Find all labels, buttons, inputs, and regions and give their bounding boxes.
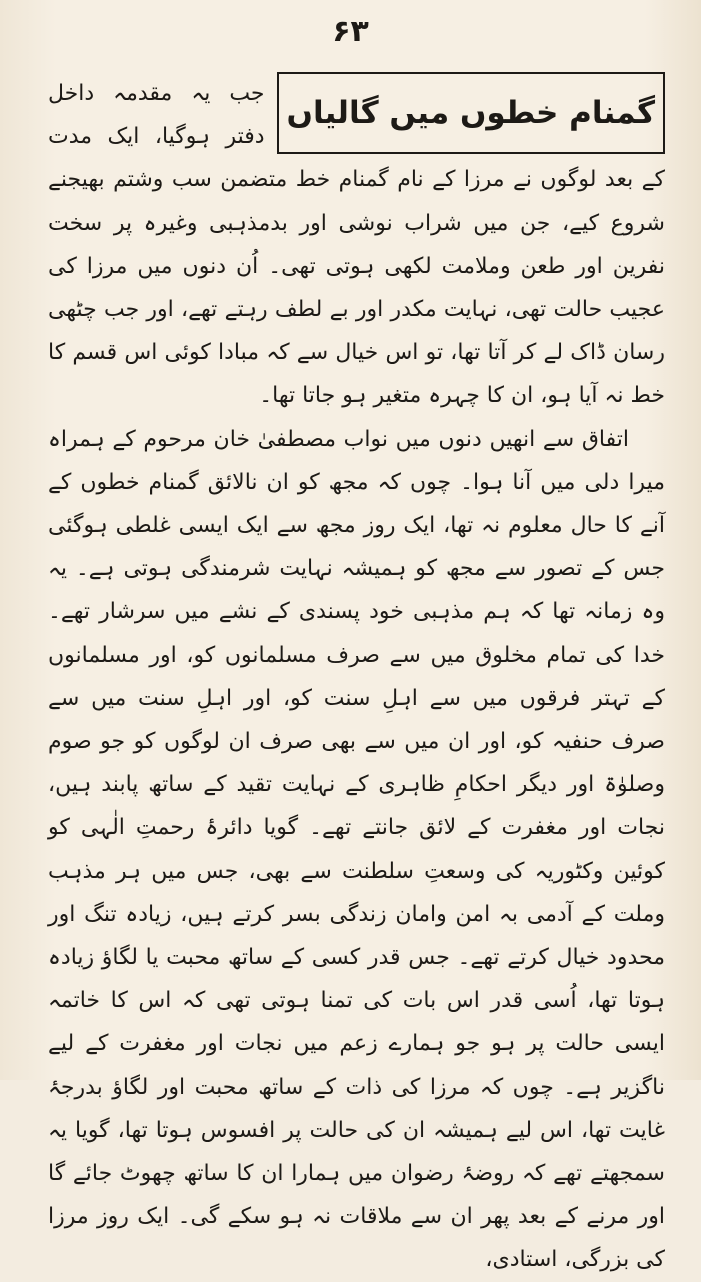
paragraph-2 [48, 418, 665, 1282]
paragraph-1-text: جب یہ مقدمہ داخل دفتر ہوگیا، ایک مدت کے بعد لوگوں نے مرزا کے نام گمنام خط متضمن سب وشتم بھیجنے شروع کیے، جن میں شراب نوشی اور بدمذہبی وغیرہ پر سخت نفرین اور طعن وملامت لکھی ہوتی تھی۔ اُن دنوں میں مرزا کی عجیب حالت تھی، نہایت مکدر اور بے لطف رہتے تھے، اور جب چٹھی رسان ڈاک لے کر آتا تھا، تو اس خیال سے کہ مبادا کوئی اس قسم کا خط نہ آیا ہو، ان کا چہرہ متغیر ہو جاتا تھا۔ [48, 81, 665, 409]
paragraph-1 [48, 72, 665, 418]
paragraph-2-text: اتفاق سے انھیں دنوں میں نواب مصطفیٰ خان مرحوم کے ہمراہ میرا دلی میں آنا ہوا۔ چوں کہ مجھ کو ان نالائق گمنام خطوں کے آنے کا حال معلوم نہ تھا، ایک روز مجھ سے ایک ایسی غلطی ہوگئی جس کے تصور سے مجھ کو ہمیشہ نہایت شرمندگی ہوتی ہے۔ یہ وہ زمانہ تھا کہ ہم مذہبی خود پسندی کے نشے میں سرشار تھے۔ خدا کی تمام مخلوق میں سے صرف مسلمانوں کو، اور مسلمانوں کے تہتر فرقوں میں سے اہلِ سنت کو، اور اہلِ سنت میں سے صرف حنفیہ کو، اور ان میں سے بھی صرف ان لوگوں کو جو صوم وصلوٰۃ اور دیگر احکامِ ظاہری کے نہایت تقید کے ساتھ پابند ہیں، نجات اور مغفرت کے لائق جانتے تھے۔ گویا دائرۂ رحمتِ الٰہی کو کوئین وکٹوریہ کی وسعتِ سلطنت سے بھی، جس میں ہر مذہب وملت کے آدمی بہ امن وامان زندگی بسر کرتے ہیں، زیادہ تنگ اور محدود خیال کرتے تھے۔ جس قدر کسی کے ساتھ محبت یا لگاؤ زیادہ ہوتا تھا، اُسی قدر اس بات کی تمنا ہوتی تھی کہ اس کا خاتمہ ایسی حالت پر ہو جو ہمارے زعم میں نجات اور مغفرت کے لیے ناگزیر ہے۔ چوں کہ مرزا کی ذات کے ساتھ محبت اور لگاؤ بدرجۂ غایت تھا، اس لیے ہمیشہ ان کی حالت پر افسوس ہوتا تھا، گویا یہ سمجھتے تھے کہ روضۂ رضوان میں ہمارا ان کا ساتھ چھوٹ جائے گا اور مرنے کے بعد پھر ان سے ملاقات نہ ہو سکے گی۔ ایک روز مرزا کی بزرگی، استادی، [48, 426, 665, 1273]
page-body [48, 72, 665, 1282]
page-number: ۶۳ [332, 14, 369, 49]
section-heading: گمنام خطوں میں گالیاں [277, 72, 665, 154]
